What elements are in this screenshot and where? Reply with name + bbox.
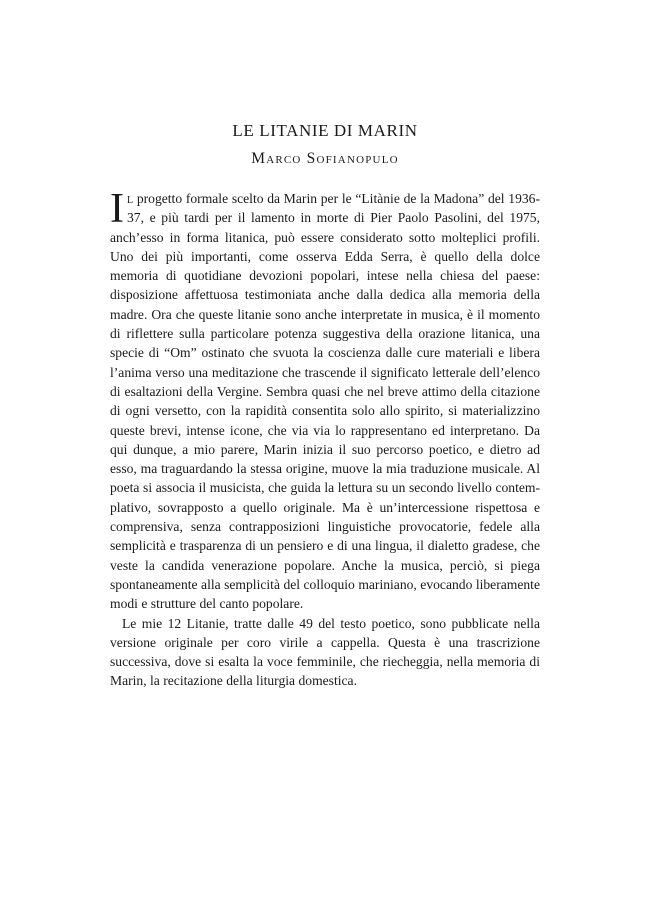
article-body bbox=[110, 186, 540, 691]
lead-small-caps: l bbox=[127, 191, 134, 206]
article-title: LE LITANIE DI MARIN bbox=[232, 121, 418, 140]
paragraph-2: Le mie 12 Litanie, tratte dalle 49 del testo poetico, sono pubblicate nella versione originale per coro virile a cappella. Questa è una trascrizione successiva, dove si esalta la voce femminile, che riecheggia, nella memoria di Marin, la recitazione della liturgia domestica. bbox=[110, 615, 540, 689]
article-author: Marco Sofianopulo bbox=[251, 150, 399, 167]
drop-cap: I bbox=[110, 186, 124, 232]
paragraph-1-text: progetto formale scelto da Marin per le “Litànie de la Madona” del 1936-37, e più tardi per il lamento in morte di Pier Paolo Pasolini, del 1975, anch’esso in forma litanica, può essere considerato sotto molteplici profili. Uno dei più importanti, come osserva Edda Serra, è quello della dolce memoria di quotidiane devozioni popolari, intese nella chiesa del paese: disposizione affettuosa testimoniata anche dalla dedica alla memoria della madre. Ora che queste litanie sono anche interpretate in musica, è il momento di riflettere sulla particolare potenza suggestiva della orazione litanica, una specie di “Om” ostinato che svuota la coscienza dalle cure materiali e libera l’anima verso una meditazione che trascende il significato letterale dell’elenco di esaltazioni della Vergine. Sembra quasi che nel breve attimo della citazione di ogni versetto, con la rapidità consentita solo allo spirito, si materializzino queste brevi, intense icone, che via via lo rappresentano ed interpretano. Da qui dunque, a mio parere, Marin inizia il suo percorso poetico, e dietro ad esso, ma traguardando la stessa origine, muove la mia traduzione musicale. Al poeta si associa il musicista, che guida la lettura su un secondo livello contemplativo, sovrapposto a quello originale. Ma è un’intercessione rispettosa e comprensiva, senza contrapposizioni linguistiche provocatorie, fedele alla semplicità e trasparenza di un pensiero e di una lingua, il dialetto gradese, che veste la candida venerazione popolare. Anche la musica, perciò, si piega spontaneamente alla semplicità del colloquio mariniano, evocando liberamente modi e strutture del canto popolare. bbox=[110, 191, 540, 612]
paragraph-1 bbox=[110, 186, 540, 614]
